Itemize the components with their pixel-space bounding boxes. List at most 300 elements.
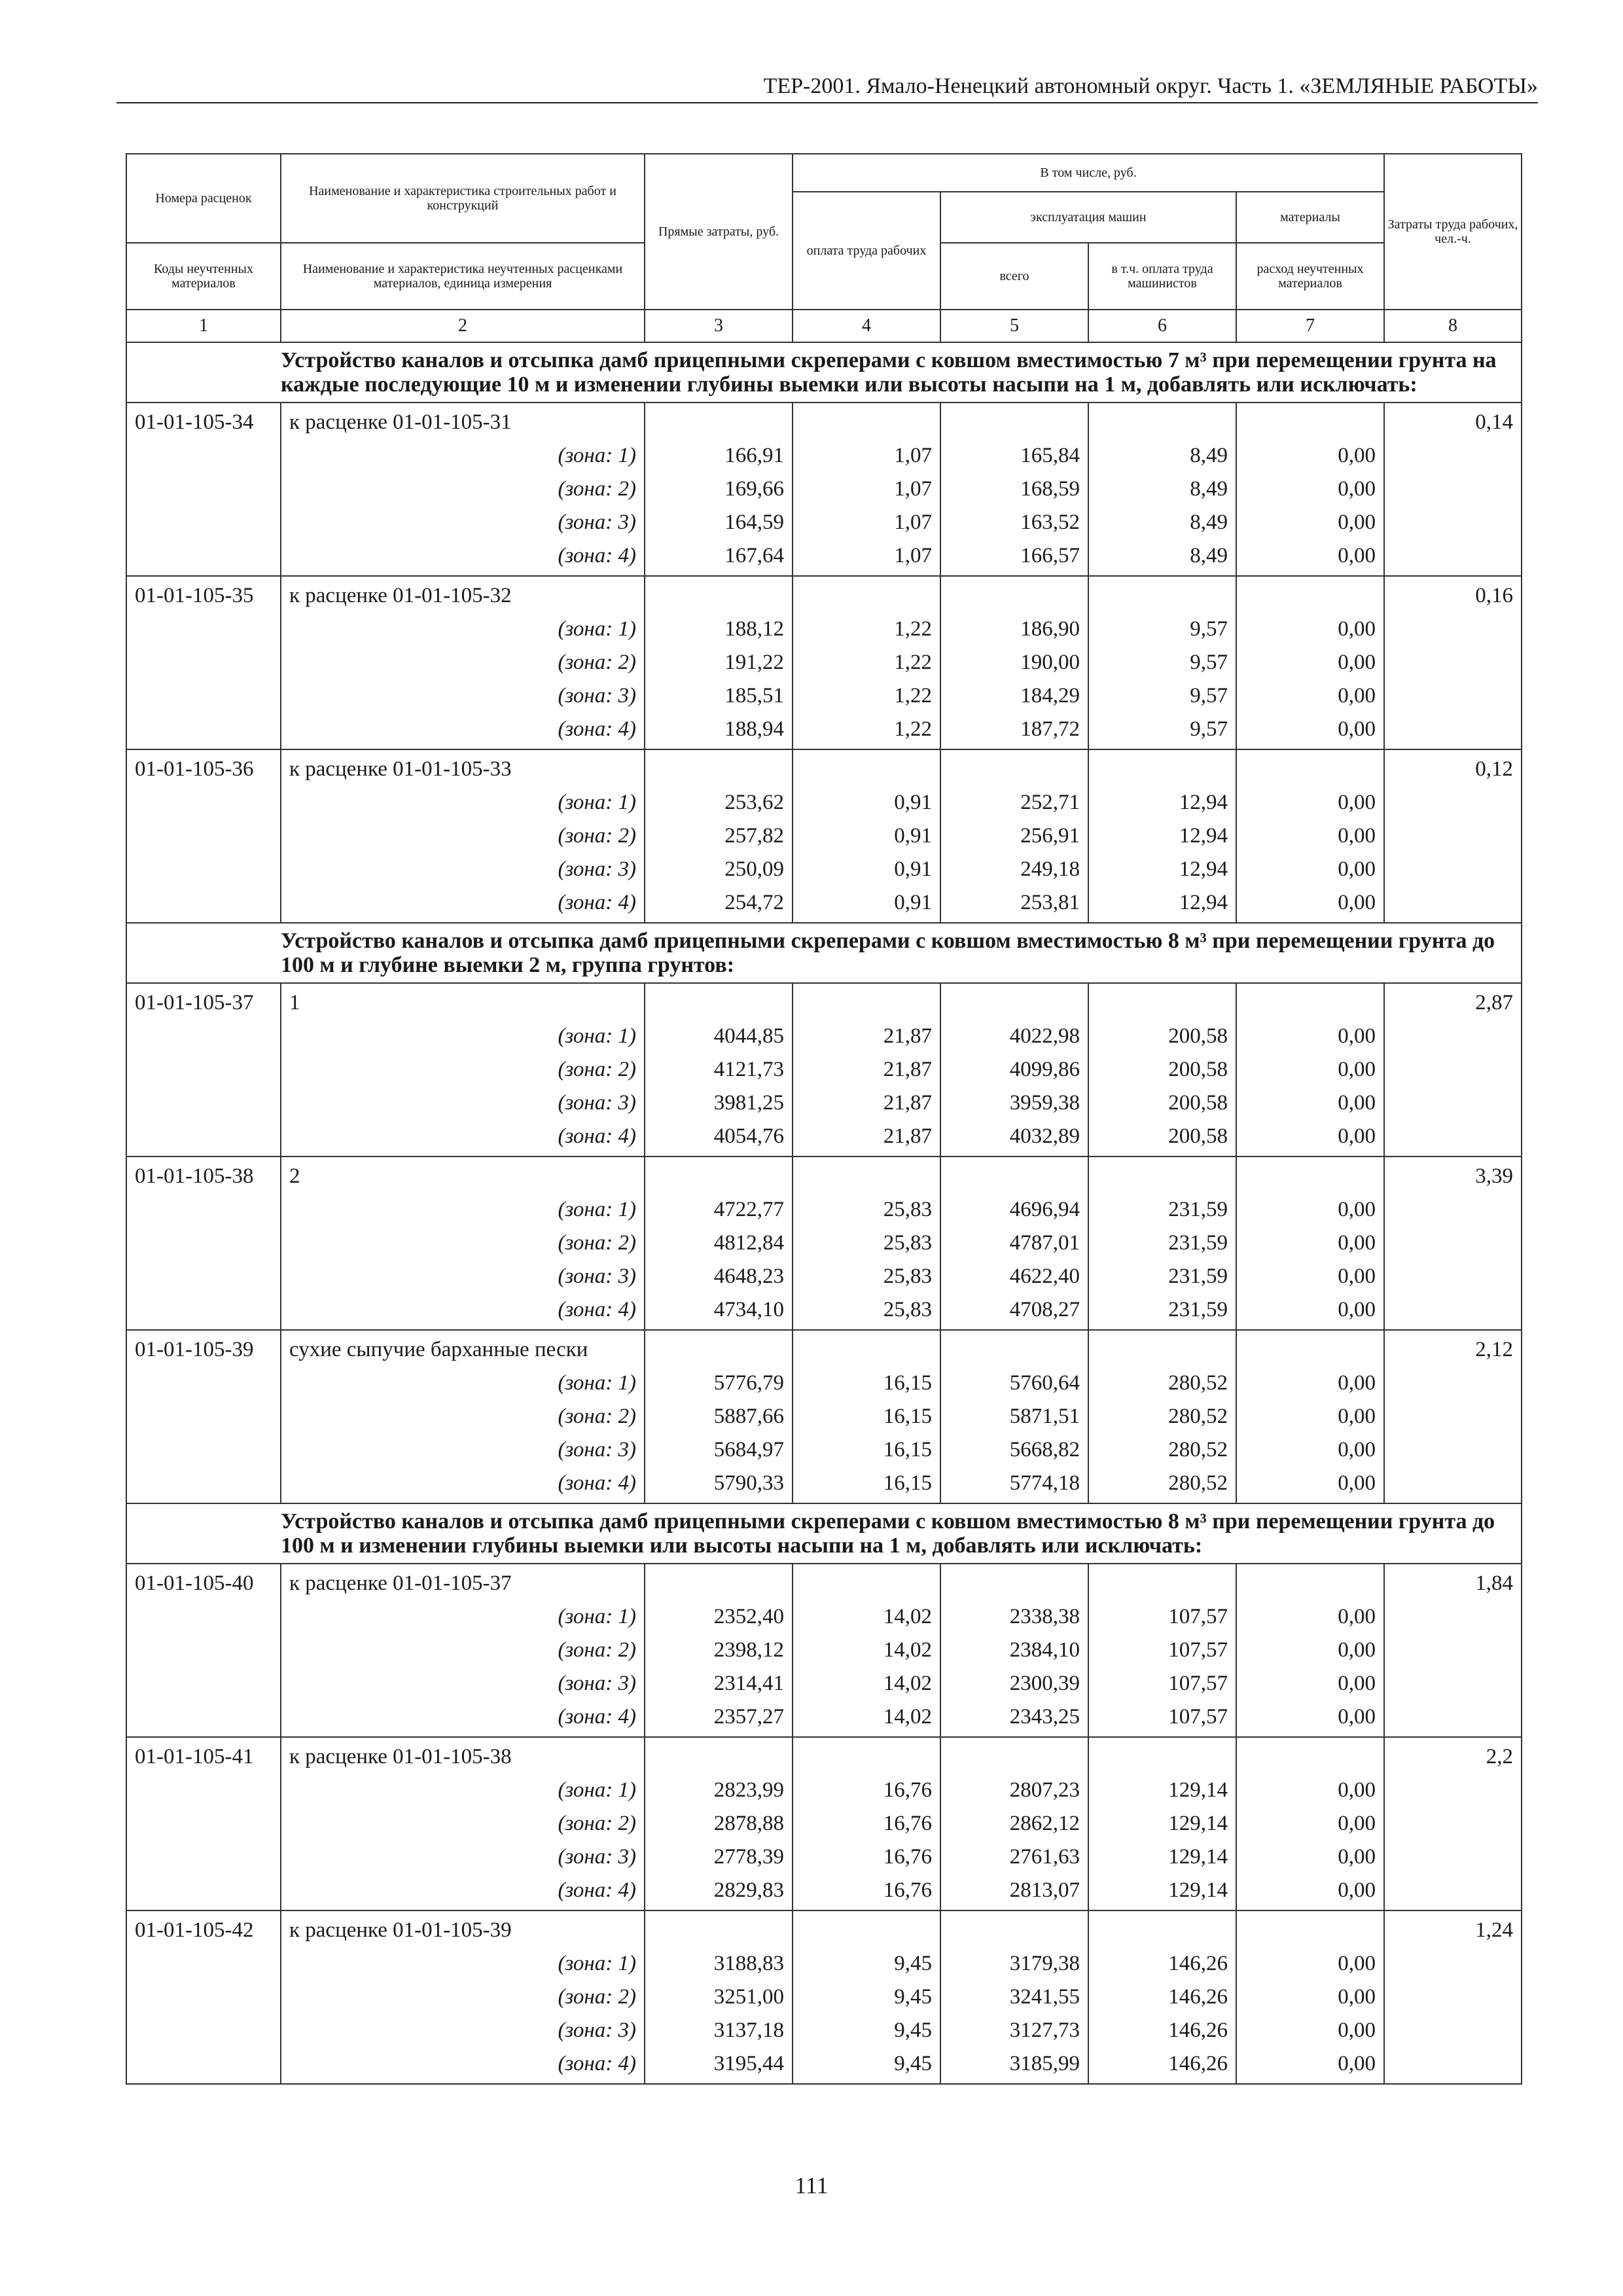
machines-total-cell [940,983,1088,1157]
rate-code-cell [126,1330,281,1503]
spacer-line [801,986,932,1020]
machinists-pay: 280,52 [1168,1405,1228,1428]
labor-pay: 16,15 [883,1471,932,1495]
spacer-line [1245,1160,1376,1193]
machinists-pay: 280,52 [1168,1438,1228,1462]
spacer-line [1245,753,1376,786]
zone-label: (зона: 4) [558,544,636,567]
machines-total: 4032,89 [1009,1124,1080,1148]
rate-name-cell [281,749,645,923]
spacer-line [949,753,1080,786]
direct-cost: 191,22 [724,651,784,674]
labor-pay: 14,02 [883,1638,932,1662]
col-machines-total: всего [940,243,1088,310]
rate-row [126,1737,1522,1910]
col-number: 6 [1088,310,1236,342]
spacer-line [801,579,932,613]
materials-cost: 0,00 [1338,1024,1376,1048]
labor-pay: 1,22 [894,651,932,674]
machines-total: 4708,27 [1009,1298,1080,1321]
machinists-pay: 129,14 [1168,1845,1228,1869]
direct-cost: 169,66 [724,477,784,501]
materials-cost: 0,00 [1338,1058,1376,1081]
spacer-line [653,1160,784,1193]
col-unaccounted-materials: расход неучтенных материалов [1236,243,1384,310]
machinists-pay: 200,58 [1168,1091,1228,1115]
machinists-pay: 231,59 [1168,1198,1228,1221]
labor-costs: 0,16 [1475,584,1513,607]
materials-cost: 0,00 [1338,1812,1376,1835]
zone-label: (зона: 3) [558,1091,636,1115]
labor-costs-cell [1384,1564,1522,1737]
direct-cost: 3251,00 [713,1985,784,2009]
labor-costs: 2,12 [1475,1338,1513,1361]
spacer-line [949,579,1080,613]
rate-row [126,983,1522,1157]
direct-cost: 5684,97 [713,1438,784,1462]
machines-total: 5871,51 [1009,1405,1080,1428]
section-heading-row [126,342,1522,403]
materials-cost: 0,00 [1338,617,1376,641]
col-machines: эксплуатация машин [940,192,1236,243]
zone-label: (зона: 1) [558,444,636,467]
direct-cost: 188,94 [724,717,784,741]
labor-pay: 16,76 [883,1878,932,1902]
materials-cost: 0,00 [1338,544,1376,567]
spacer-line [801,1914,932,1947]
zone-label: (зона: 1) [558,1605,636,1628]
machinists-pay-cell [1088,1564,1236,1737]
machines-total: 2807,23 [1009,1778,1080,1802]
labor-pay: 25,83 [883,1231,932,1255]
rate-code-cell [126,1564,281,1737]
direct-cost: 2823,99 [713,1778,784,1802]
labor-costs-cell [1384,1330,1522,1503]
machines-total: 253,81 [1020,891,1080,914]
rate-name-cell [281,1157,645,1330]
col-labor-pay: оплата труда рабочих [793,192,940,310]
materials-cost: 0,00 [1338,1371,1376,1395]
zone-label: (зона: 2) [558,1405,636,1428]
section-title: Устройство каналов и отсыпка дамб прицепными скреперами с ковшом вместимостью 8 м³ при перемещении грунта до 100 м и глубине выемки 2 м, группа грунтов: [281,923,1522,983]
machines-total-cell [940,576,1088,749]
rate-row [126,1330,1522,1503]
direct-cost-cell [645,1157,793,1330]
col-materials: материалы [1236,192,1384,243]
direct-cost: 4722,77 [713,1198,784,1221]
zone-label: (зона: 4) [558,1471,636,1495]
labor-costs-cell [1384,1910,1522,2084]
section-heading-row [126,923,1522,983]
machinists-pay: 9,57 [1190,617,1228,641]
labor-pay: 9,45 [894,1952,932,1975]
machines-total: 2761,63 [1009,1845,1080,1869]
machinists-pay-cell [1088,749,1236,923]
machinists-pay: 280,52 [1168,1371,1228,1395]
page-header [116,73,1538,103]
rate-code-cell [126,749,281,923]
labor-costs: 1,24 [1475,1918,1513,1942]
machines-total: 5668,82 [1009,1438,1080,1462]
direct-cost: 3195,44 [713,2052,784,2075]
direct-cost: 166,91 [724,444,784,467]
labor-pay: 21,87 [883,1024,932,1048]
spacer-line [653,1567,784,1600]
spacer-line [1097,1333,1228,1367]
materials-cost: 0,00 [1338,857,1376,881]
rate-name-cell [281,1910,645,2084]
labor-pay-cell [793,983,940,1157]
labor-pay: 14,02 [883,1672,932,1695]
section-heading-pad [126,342,281,403]
materials-cost: 0,00 [1338,891,1376,914]
labor-pay: 16,76 [883,1778,932,1802]
zone-label: (зона: 1) [558,1024,636,1048]
spacer-line [1097,579,1228,613]
direct-cost-cell [645,576,793,749]
machines-total: 3241,55 [1009,1985,1080,2009]
direct-cost: 2352,40 [713,1605,784,1628]
spacer-line [653,406,784,439]
rate-name-cell [281,1564,645,1737]
materials-cost: 0,00 [1338,1091,1376,1115]
zone-label: (зона: 4) [558,1124,636,1148]
labor-pay: 16,76 [883,1812,932,1835]
zone-label: (зона: 4) [558,891,636,914]
direct-cost: 5776,79 [713,1371,784,1395]
machines-total: 2862,12 [1009,1812,1080,1835]
direct-cost: 4648,23 [713,1265,784,1288]
col-including: В том числе, руб. [793,154,1384,192]
direct-cost: 4121,73 [713,1058,784,1081]
machinists-pay: 146,26 [1168,2018,1228,2042]
spacer-line [1097,1914,1228,1947]
zone-label: (зона: 3) [558,1265,636,1288]
machines-total-cell [940,1910,1088,2084]
zone-label: (зона: 1) [558,617,636,641]
labor-pay-cell [793,1564,940,1737]
rate-name: 2 [289,1164,300,1188]
labor-pay-cell [793,1737,940,1910]
machinists-pay: 107,57 [1168,1672,1228,1695]
machines-total: 168,59 [1020,477,1080,501]
materials-cost: 0,00 [1338,717,1376,741]
machines-total: 190,00 [1020,651,1080,674]
machinists-pay-cell [1088,1737,1236,1910]
machines-total: 3185,99 [1009,2052,1080,2075]
direct-cost: 185,51 [724,684,784,708]
machines-total: 3127,73 [1009,2018,1080,2042]
materials-cost-cell [1236,1564,1384,1737]
spacer-line [801,1567,932,1600]
spacer-line [1097,406,1228,439]
zone-label: (зона: 4) [558,1298,636,1321]
direct-cost: 5790,33 [713,1471,784,1495]
materials-cost-cell [1236,403,1384,576]
direct-cost-cell [645,1564,793,1737]
labor-costs: 3,39 [1475,1164,1513,1188]
col-number: 3 [645,310,793,342]
machinists-pay: 12,94 [1179,824,1228,848]
rate-name: к расценке 01-01-105-37 [289,1571,512,1595]
zone-label: (зона: 1) [558,791,636,814]
labor-pay: 25,83 [883,1265,932,1288]
machinists-pay: 129,14 [1168,1778,1228,1802]
spacer-line [653,753,784,786]
materials-cost-cell [1236,1157,1384,1330]
spacer-line [653,986,784,1020]
direct-cost: 2357,27 [713,1705,784,1729]
machines-total-cell [940,1737,1088,1910]
labor-pay: 16,15 [883,1371,932,1395]
machinists-pay: 146,26 [1168,1952,1228,1975]
machinists-pay: 200,58 [1168,1058,1228,1081]
machinists-pay: 8,49 [1190,511,1228,534]
direct-cost: 188,12 [724,617,784,641]
zone-label: (зона: 3) [558,2018,636,2042]
rate-name: к расценке 01-01-105-39 [289,1918,512,1942]
zone-label: (зона: 1) [558,1371,636,1395]
labor-pay: 0,91 [894,891,932,914]
labor-pay: 0,91 [894,824,932,848]
spacer-line [1245,1567,1376,1600]
machinists-pay: 107,57 [1168,1605,1228,1628]
machinists-pay-cell [1088,1910,1236,2084]
spacer-line [1097,1567,1228,1600]
direct-cost-cell [645,403,793,576]
spacer-line [949,1914,1080,1947]
machines-total-cell [940,1330,1088,1503]
spacer-line [949,1567,1080,1600]
labor-pay-cell [793,576,940,749]
machinists-pay-cell [1088,403,1236,576]
machinists-pay: 9,57 [1190,684,1228,708]
col-material-name: Наименование и характеристика неучтенных расценками материалов, единица измерения [281,243,645,310]
spacer-line [949,1333,1080,1367]
direct-cost: 2398,12 [713,1638,784,1662]
rate-code: 01-01-105-36 [135,757,254,781]
col-work-name: Наименование и характеристика строительных работ и конструкций [281,154,645,243]
machinists-pay: 146,26 [1168,2052,1228,2075]
section-title: Устройство каналов и отсыпка дамб прицепными скреперами с ковшом вместимостью 7 м³ при перемещении грунта на каждые последующие 10 м и изменении глубины выемки или высоты насыпи на 1 м, добавлять или исключать: [281,342,1522,403]
machinists-pay-cell [1088,576,1236,749]
direct-cost: 3981,25 [713,1091,784,1115]
machines-total: 5760,64 [1009,1371,1080,1395]
direct-cost-cell [645,1910,793,2084]
direct-cost-cell [645,749,793,923]
machines-total: 249,18 [1020,857,1080,881]
direct-cost: 4734,10 [713,1298,784,1321]
rate-row [126,403,1522,576]
materials-cost: 0,00 [1338,824,1376,848]
direct-cost: 167,64 [724,544,784,567]
machinists-pay: 12,94 [1179,791,1228,814]
labor-costs-cell [1384,983,1522,1157]
machines-total: 4622,40 [1009,1265,1080,1288]
machines-total: 3959,38 [1009,1091,1080,1115]
materials-cost: 0,00 [1338,651,1376,674]
machines-total: 256,91 [1020,824,1080,848]
labor-pay: 1,07 [894,544,932,567]
rate-name-cell [281,403,645,576]
table-body [126,342,1522,2084]
machines-total-cell [940,403,1088,576]
zone-label: (зона: 3) [558,1438,636,1462]
rate-code-cell [126,403,281,576]
machinists-pay: 231,59 [1168,1265,1228,1288]
col-number: 8 [1384,310,1522,342]
machines-total: 187,72 [1020,717,1080,741]
machines-total: 2384,10 [1009,1638,1080,1662]
machinists-pay-cell [1088,983,1236,1157]
machinists-pay: 231,59 [1168,1298,1228,1321]
col-number: 1 [126,310,281,342]
col-number: 4 [793,310,940,342]
zone-label: (зона: 3) [558,1672,636,1695]
labor-pay: 1,22 [894,617,932,641]
col-resource-codes: Коды неучтенных материалов [126,243,281,310]
zone-label: (зона: 2) [558,1231,636,1255]
labor-costs-cell [1384,1737,1522,1910]
materials-cost-cell [1236,576,1384,749]
rate-code: 01-01-105-34 [135,410,254,434]
section-heading-pad [126,923,281,983]
machines-total: 2300,39 [1009,1672,1080,1695]
zone-label: (зона: 2) [558,1638,636,1662]
rate-code: 01-01-105-39 [135,1338,254,1361]
col-direct-costs: Прямые затраты, руб. [645,154,793,310]
rate-code-cell [126,1157,281,1330]
machines-total: 4022,98 [1009,1024,1080,1048]
rate-row [126,576,1522,749]
direct-cost: 4054,76 [713,1124,784,1148]
labor-pay: 16,15 [883,1438,932,1462]
table-header [126,154,1522,342]
labor-costs-cell [1384,403,1522,576]
machines-total: 184,29 [1020,684,1080,708]
machinists-pay: 8,49 [1190,544,1228,567]
machinists-pay: 200,58 [1168,1024,1228,1048]
spacer-line [949,986,1080,1020]
spacer-line [1245,1914,1376,1947]
direct-cost: 254,72 [724,891,784,914]
rate-name-cell [281,576,645,749]
machines-total: 2813,07 [1009,1878,1080,1902]
rate-code-cell [126,576,281,749]
zone-label: (зона: 4) [558,1705,636,1729]
spacer-line [1245,986,1376,1020]
zone-label: (зона: 1) [558,1952,636,1975]
labor-pay-cell [793,1330,940,1503]
zone-label: (зона: 2) [558,824,636,848]
labor-pay: 21,87 [883,1124,932,1148]
machinists-pay: 200,58 [1168,1124,1228,1148]
machinists-pay: 129,14 [1168,1812,1228,1835]
rate-name-cell [281,1330,645,1503]
rate-code: 01-01-105-37 [135,991,254,1014]
materials-cost: 0,00 [1338,1605,1376,1628]
machinists-pay: 8,49 [1190,444,1228,467]
machinists-pay: 280,52 [1168,1471,1228,1495]
labor-pay: 14,02 [883,1605,932,1628]
zone-label: (зона: 4) [558,1878,636,1902]
rate-row [126,1564,1522,1737]
direct-cost: 3188,83 [713,1952,784,1975]
machines-total: 2338,38 [1009,1605,1080,1628]
spacer-line [801,1740,932,1774]
col-labor-costs: Затраты труда рабочих, чел.-ч. [1384,154,1522,310]
materials-cost: 0,00 [1338,1438,1376,1462]
materials-cost: 0,00 [1338,1672,1376,1695]
rate-name: к расценке 01-01-105-31 [289,410,512,434]
section-heading-row [126,1503,1522,1564]
machines-total: 4099,86 [1009,1058,1080,1081]
machinists-pay: 107,57 [1168,1638,1228,1662]
materials-cost: 0,00 [1338,1878,1376,1902]
spacer-line [1245,1740,1376,1774]
labor-pay: 0,91 [894,857,932,881]
zone-label: (зона: 4) [558,2052,636,2075]
machinists-pay: 9,57 [1190,717,1228,741]
direct-cost-cell [645,1737,793,1910]
rates-table [126,153,1522,2085]
zone-label: (зона: 3) [558,511,636,534]
spacer-line [1097,986,1228,1020]
rate-name-cell [281,1737,645,1910]
materials-cost: 0,00 [1338,1298,1376,1321]
labor-pay: 9,45 [894,1985,932,2009]
materials-cost: 0,00 [1338,1985,1376,2009]
direct-cost: 257,82 [724,824,784,848]
machines-total-cell [940,1564,1088,1737]
materials-cost: 0,00 [1338,1638,1376,1662]
labor-pay: 0,91 [894,791,932,814]
labor-costs-cell [1384,576,1522,749]
machines-total-cell [940,1157,1088,1330]
rate-row [126,1157,1522,1330]
rate-name: к расценке 01-01-105-38 [289,1745,512,1768]
labor-pay-cell [793,749,940,923]
materials-cost-cell [1236,749,1384,923]
rate-code: 01-01-105-41 [135,1745,254,1768]
labor-pay: 21,87 [883,1058,932,1081]
col-number: 2 [281,310,645,342]
labor-costs: 0,14 [1475,410,1513,434]
direct-cost: 250,09 [724,857,784,881]
spacer-line [801,1160,932,1193]
machinists-pay: 146,26 [1168,1985,1228,2009]
labor-pay: 16,76 [883,1845,932,1869]
machines-total: 165,84 [1020,444,1080,467]
labor-pay: 16,15 [883,1405,932,1428]
direct-cost-cell [645,983,793,1157]
direct-cost: 2778,39 [713,1845,784,1869]
direct-cost: 164,59 [724,511,784,534]
direct-cost: 5887,66 [713,1405,784,1428]
zone-label: (зона: 2) [558,651,636,674]
direct-cost: 4812,84 [713,1231,784,1255]
spacer-line [653,579,784,613]
rate-name: к расценке 01-01-105-33 [289,757,512,781]
materials-cost: 0,00 [1338,477,1376,501]
materials-cost: 0,00 [1338,791,1376,814]
page-number: 111 [794,2172,829,2198]
machines-total: 2343,25 [1009,1705,1080,1729]
labor-pay: 9,45 [894,2018,932,2042]
col-number: 5 [940,310,1088,342]
materials-cost: 0,00 [1338,2052,1376,2075]
labor-pay: 25,83 [883,1198,932,1221]
